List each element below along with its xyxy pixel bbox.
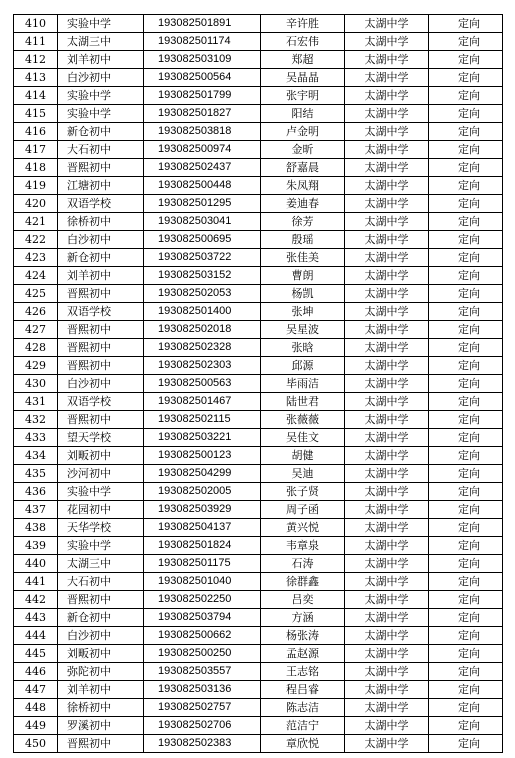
school-name: 新仓初中 [58,249,144,267]
student-id: 193082502303 [144,357,261,375]
student-id: 193082501827 [144,105,261,123]
row-number: 421 [14,213,58,231]
student-name: 郑超 [261,51,345,69]
student-name: 朱凤翔 [261,177,345,195]
admitted-school: 太湖中学 [345,321,429,339]
admitted-school: 太湖中学 [345,69,429,87]
admission-type: 定向 [429,303,503,321]
admission-type: 定向 [429,213,503,231]
row-number: 450 [14,735,58,753]
row-number: 444 [14,627,58,645]
student-id: 193082501799 [144,87,261,105]
admission-type: 定向 [429,735,503,753]
student-id: 193082502757 [144,699,261,717]
school-name: 双语学校 [58,393,144,411]
admission-type: 定向 [429,375,503,393]
row-number: 440 [14,555,58,573]
table-row [14,465,503,483]
admitted-school: 太湖中学 [345,159,429,177]
school-name: 晋熙初中 [58,339,144,357]
row-number: 414 [14,87,58,105]
admitted-school: 太湖中学 [345,447,429,465]
school-name: 刘畈初中 [58,645,144,663]
row-number: 445 [14,645,58,663]
student-name: 邱源 [261,357,345,375]
admission-type: 定向 [429,105,503,123]
admitted-school: 太湖中学 [345,339,429,357]
student-name: 杨张涛 [261,627,345,645]
table-row [14,177,503,195]
admitted-school: 太湖中学 [345,681,429,699]
table-row [14,69,503,87]
row-number: 417 [14,141,58,159]
school-name: 望天学校 [58,429,144,447]
school-name: 实验中学 [58,537,144,555]
student-name: 方涵 [261,609,345,627]
student-id: 193082501174 [144,33,261,51]
student-id: 193082500564 [144,69,261,87]
student-id: 193082500695 [144,231,261,249]
student-name: 程吕睿 [261,681,345,699]
student-id: 193082501400 [144,303,261,321]
student-id: 193082503557 [144,663,261,681]
table-row [14,681,503,699]
school-name: 大石初中 [58,573,144,591]
student-name: 章欣悦 [261,735,345,753]
row-number: 415 [14,105,58,123]
row-number: 447 [14,681,58,699]
table-row [14,285,503,303]
school-name: 晋熙初中 [58,285,144,303]
admission-type: 定向 [429,609,503,627]
school-name: 实验中学 [58,87,144,105]
student-id: 193082503109 [144,51,261,69]
admitted-school: 太湖中学 [345,663,429,681]
row-number: 425 [14,285,58,303]
student-name: 殷瑶 [261,231,345,249]
student-id: 193082503818 [144,123,261,141]
school-name: 新仓初中 [58,609,144,627]
admitted-school: 太湖中学 [345,393,429,411]
admitted-school: 太湖中学 [345,555,429,573]
student-name: 周子函 [261,501,345,519]
admission-table [13,14,503,753]
school-name: 刘羊初中 [58,51,144,69]
school-name: 弥陀初中 [58,663,144,681]
table-row [14,411,503,429]
row-number: 418 [14,159,58,177]
table-row [14,519,503,537]
admitted-school: 太湖中学 [345,177,429,195]
admitted-school: 太湖中学 [345,357,429,375]
school-name: 晋熙初中 [58,591,144,609]
row-number: 434 [14,447,58,465]
student-name: 张坤 [261,303,345,321]
admitted-school: 太湖中学 [345,519,429,537]
student-id: 193082500250 [144,645,261,663]
school-name: 太湖三中 [58,555,144,573]
row-number: 449 [14,717,58,735]
school-name: 刘羊初中 [58,267,144,285]
student-name: 金昕 [261,141,345,159]
admission-type: 定向 [429,429,503,447]
student-name: 张佳美 [261,249,345,267]
student-id: 193082502706 [144,717,261,735]
school-name: 实验中学 [58,15,144,33]
student-id: 193082503152 [144,267,261,285]
row-number: 420 [14,195,58,213]
admitted-school: 太湖中学 [345,51,429,69]
admitted-school: 太湖中学 [345,483,429,501]
table-row [14,321,503,339]
admission-type: 定向 [429,465,503,483]
admitted-school: 太湖中学 [345,123,429,141]
student-id: 193082502053 [144,285,261,303]
school-name: 双语学校 [58,195,144,213]
student-name: 石宏伟 [261,33,345,51]
school-name: 新仓初中 [58,123,144,141]
student-id: 193082500123 [144,447,261,465]
row-number: 410 [14,15,58,33]
student-name: 吕奕 [261,591,345,609]
table-row [14,663,503,681]
row-number: 437 [14,501,58,519]
admission-type: 定向 [429,87,503,105]
admission-type: 定向 [429,51,503,69]
row-number: 428 [14,339,58,357]
admission-type: 定向 [429,15,503,33]
admitted-school: 太湖中学 [345,501,429,519]
school-name: 晋熙初中 [58,411,144,429]
admission-type: 定向 [429,645,503,663]
admission-type: 定向 [429,411,503,429]
admitted-school: 太湖中学 [345,573,429,591]
admission-type: 定向 [429,33,503,51]
admitted-school: 太湖中学 [345,231,429,249]
row-number: 438 [14,519,58,537]
admission-type: 定向 [429,519,503,537]
admitted-school: 太湖中学 [345,537,429,555]
school-name: 沙河初中 [58,465,144,483]
school-name: 刘羊初中 [58,681,144,699]
admission-type: 定向 [429,681,503,699]
row-number: 424 [14,267,58,285]
student-id: 193082503221 [144,429,261,447]
student-id: 193082502018 [144,321,261,339]
student-id: 193082504299 [144,465,261,483]
table-row [14,555,503,573]
table-row [14,645,503,663]
table-row [14,15,503,33]
student-id: 193082503041 [144,213,261,231]
admission-type: 定向 [429,537,503,555]
student-id: 193082502115 [144,411,261,429]
student-name: 舒嘉晨 [261,159,345,177]
table-row [14,231,503,249]
table-row [14,537,503,555]
student-name: 徐芳 [261,213,345,231]
student-id: 193082504137 [144,519,261,537]
admitted-school: 太湖中学 [345,195,429,213]
table-body [14,15,503,753]
student-id: 193082503722 [144,249,261,267]
admitted-school: 太湖中学 [345,375,429,393]
school-name: 实验中学 [58,105,144,123]
admitted-school: 太湖中学 [345,411,429,429]
student-name: 吴晶晶 [261,69,345,87]
student-id: 193082502383 [144,735,261,753]
school-name: 徐桥初中 [58,699,144,717]
admitted-school: 太湖中学 [345,609,429,627]
school-name: 白沙初中 [58,69,144,87]
row-number: 419 [14,177,58,195]
table-row [14,357,503,375]
student-name: 曹朗 [261,267,345,285]
school-name: 晋熙初中 [58,321,144,339]
row-number: 439 [14,537,58,555]
table-row [14,105,503,123]
admission-type: 定向 [429,123,503,141]
admitted-school: 太湖中学 [345,141,429,159]
admitted-school: 太湖中学 [345,303,429,321]
admitted-school: 太湖中学 [345,267,429,285]
table-row [14,483,503,501]
admission-type: 定向 [429,555,503,573]
admission-type: 定向 [429,393,503,411]
table-row [14,393,503,411]
student-id: 193082501175 [144,555,261,573]
admitted-school: 太湖中学 [345,717,429,735]
school-name: 徐桥初中 [58,213,144,231]
table-row [14,141,503,159]
admission-type: 定向 [429,177,503,195]
row-number: 432 [14,411,58,429]
row-number: 427 [14,321,58,339]
student-id: 193082500974 [144,141,261,159]
table-row [14,717,503,735]
admission-type: 定向 [429,321,503,339]
student-name: 范洁宁 [261,717,345,735]
admission-type: 定向 [429,663,503,681]
admitted-school: 太湖中学 [345,627,429,645]
table-row [14,33,503,51]
student-id: 193082500448 [144,177,261,195]
row-number: 441 [14,573,58,591]
school-name: 花园初中 [58,501,144,519]
admitted-school: 太湖中学 [345,285,429,303]
student-name: 徐群鑫 [261,573,345,591]
student-name: 阳结 [261,105,345,123]
row-number: 423 [14,249,58,267]
student-id: 193082502437 [144,159,261,177]
student-name: 石涛 [261,555,345,573]
student-id: 193082501295 [144,195,261,213]
admission-type: 定向 [429,69,503,87]
table-row [14,429,503,447]
student-id: 193082501040 [144,573,261,591]
table-row [14,609,503,627]
student-name: 陆世君 [261,393,345,411]
admitted-school: 太湖中学 [345,105,429,123]
school-name: 实验中学 [58,483,144,501]
admission-type: 定向 [429,573,503,591]
school-name: 晋熙初中 [58,735,144,753]
student-id: 193082503136 [144,681,261,699]
admission-type: 定向 [429,501,503,519]
table-row [14,87,503,105]
student-name: 胡健 [261,447,345,465]
admitted-school: 太湖中学 [345,213,429,231]
student-name: 张晗 [261,339,345,357]
table-row [14,591,503,609]
student-name: 王志铭 [261,663,345,681]
school-name: 刘畈初中 [58,447,144,465]
row-number: 426 [14,303,58,321]
admission-type: 定向 [429,483,503,501]
table-row [14,735,503,753]
student-name: 吴迪 [261,465,345,483]
admitted-school: 太湖中学 [345,429,429,447]
student-name: 卢金明 [261,123,345,141]
school-name: 罗溪初中 [58,717,144,735]
student-id: 193082500662 [144,627,261,645]
row-number: 443 [14,609,58,627]
school-name: 双语学校 [58,303,144,321]
student-id: 193082502250 [144,591,261,609]
admission-type: 定向 [429,249,503,267]
school-name: 白沙初中 [58,627,144,645]
admission-type: 定向 [429,267,503,285]
admission-type: 定向 [429,141,503,159]
school-name: 江塘初中 [58,177,144,195]
admitted-school: 太湖中学 [345,465,429,483]
row-number: 412 [14,51,58,69]
table-row [14,501,503,519]
school-name: 白沙初中 [58,231,144,249]
school-name: 大石初中 [58,141,144,159]
student-name: 吴佳文 [261,429,345,447]
table-row [14,573,503,591]
admission-type: 定向 [429,159,503,177]
admission-type: 定向 [429,591,503,609]
student-name: 张薇薇 [261,411,345,429]
student-id: 193082500563 [144,375,261,393]
student-name: 毕雨洁 [261,375,345,393]
row-number: 431 [14,393,58,411]
student-name: 张宇明 [261,87,345,105]
student-id: 193082501824 [144,537,261,555]
school-name: 晋熙初中 [58,159,144,177]
table-row [14,375,503,393]
student-id: 193082501891 [144,15,261,33]
student-name: 张子贤 [261,483,345,501]
table-row [14,699,503,717]
row-number: 446 [14,663,58,681]
student-name: 姜迪春 [261,195,345,213]
admitted-school: 太湖中学 [345,87,429,105]
admitted-school: 太湖中学 [345,699,429,717]
admission-type: 定向 [429,285,503,303]
admission-type: 定向 [429,699,503,717]
table-row [14,339,503,357]
school-name: 太湖三中 [58,33,144,51]
admission-type: 定向 [429,195,503,213]
admission-type: 定向 [429,447,503,465]
table-row [14,123,503,141]
row-number: 422 [14,231,58,249]
student-name: 吴星波 [261,321,345,339]
row-number: 436 [14,483,58,501]
admission-type: 定向 [429,627,503,645]
row-number: 433 [14,429,58,447]
admitted-school: 太湖中学 [345,33,429,51]
student-name: 杨凯 [261,285,345,303]
admission-type: 定向 [429,339,503,357]
table-row [14,267,503,285]
student-name: 孟赵源 [261,645,345,663]
table-row [14,51,503,69]
admitted-school: 太湖中学 [345,249,429,267]
admitted-school: 太湖中学 [345,735,429,753]
admitted-school: 太湖中学 [345,15,429,33]
table-row [14,249,503,267]
row-number: 435 [14,465,58,483]
student-id: 193082502005 [144,483,261,501]
student-id: 193082502328 [144,339,261,357]
school-name: 白沙初中 [58,375,144,393]
student-name: 辛许胜 [261,15,345,33]
school-name: 晋熙初中 [58,357,144,375]
student-id: 193082501467 [144,393,261,411]
row-number: 413 [14,69,58,87]
row-number: 411 [14,33,58,51]
row-number: 442 [14,591,58,609]
admission-type: 定向 [429,357,503,375]
row-number: 448 [14,699,58,717]
table-row [14,627,503,645]
table-row [14,447,503,465]
admitted-school: 太湖中学 [345,645,429,663]
row-number: 429 [14,357,58,375]
table-row [14,159,503,177]
table-row [14,303,503,321]
school-name: 天华学校 [58,519,144,537]
row-number: 430 [14,375,58,393]
table-row [14,195,503,213]
student-name: 韦章泉 [261,537,345,555]
admission-type: 定向 [429,717,503,735]
admission-type: 定向 [429,231,503,249]
row-number: 416 [14,123,58,141]
student-name: 黄兴悦 [261,519,345,537]
student-id: 193082503794 [144,609,261,627]
admitted-school: 太湖中学 [345,591,429,609]
table-row [14,213,503,231]
student-id: 193082503929 [144,501,261,519]
student-name: 陈志洁 [261,699,345,717]
